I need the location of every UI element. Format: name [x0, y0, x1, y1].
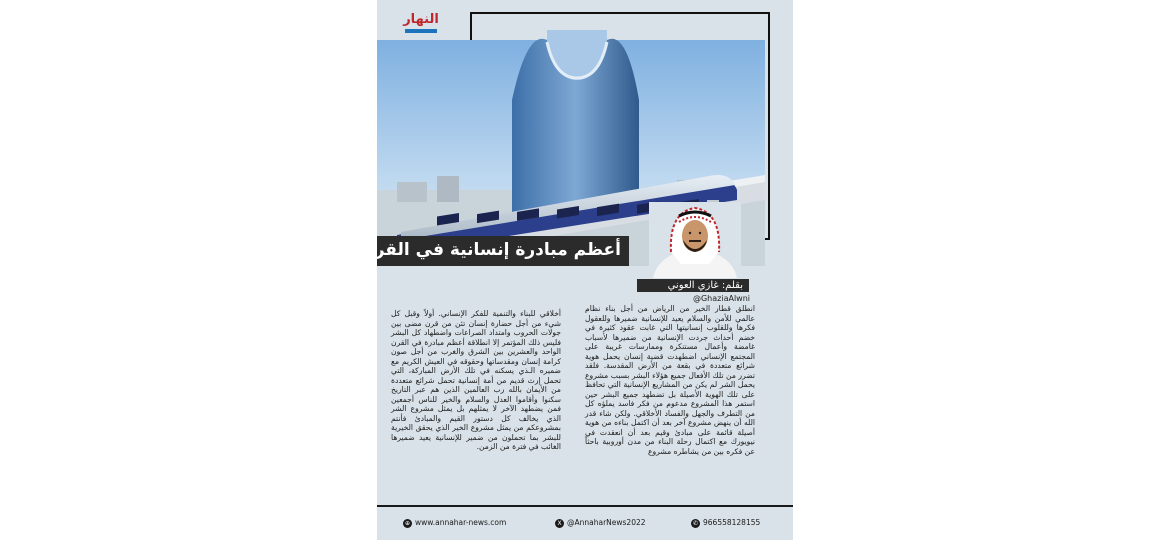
- whatsapp-icon: ✆: [692, 519, 699, 527]
- footer-website[interactable]: [403, 517, 506, 529]
- headline: أعظم مبادرة إنسانية في القرن 21: [330, 240, 621, 260]
- headline-box: [330, 236, 629, 266]
- author-handle: @GhaziaAlwni: [692, 294, 750, 303]
- byline-bar: [637, 279, 749, 292]
- byline: بقلم: غازي العوني: [667, 280, 743, 291]
- logo-underline: [405, 29, 437, 33]
- author-portrait: [649, 202, 741, 278]
- website-text: www.annahar-news.com: [415, 518, 507, 527]
- footer-twitter[interactable]: [555, 517, 646, 529]
- footer-divider: [377, 505, 793, 507]
- article-column-left: أخلاقي للبناء والتنمية للفكر الإنساني. أولاً وقبل كل شيء من أجل حضارة إنسان تئن من قرن مضى بين جولات الحروب وامتداد الصراعات واضطهاد كل البشر فليس ذلك المؤتمر إلا انطلاقة أعظم مبادرة في القرن الواحد والعشرين بين الشرق والغرب من أجل صون كرامة إنسان ومقدساتها وحقوقه في العيش الكريم مع ضميره الـذي يسكنه في تلك الأرض المباركة، التي تحمل إرث قديم من أمة إنسانية تحمل شرائع متعددة من الأيمان بالله رب العالمين الذين هم عبر التاريخ سكنوا وأقاموا العدل والسلام والخير للناس أجمعين فمن يضطهد الآخر لا يمثلهم بل يمثل مشروع الشر الذي يخالف كل دستور القيم والمبادئ فأنتم بمشروعكم من يمثل مشروع الخير الذي يحقق الخيرية للبشر بما تحملون من ضمير للإنسانية يعيد ضميرها الغائب في فترة من الزمن.: [391, 309, 561, 451]
- logo-text: النهار: [403, 12, 439, 27]
- newspaper-page: [330, 0, 793, 540]
- footer-whatsapp[interactable]: [691, 517, 760, 529]
- x-logo-icon: X: [555, 519, 564, 528]
- masthead-logo: [402, 12, 440, 36]
- globe-icon: ⊕: [404, 519, 411, 527]
- twitter-text: @AnnaharNews2022: [567, 518, 646, 527]
- article-column-right: انطلق قطار الخير من الرياض من أجل بناء نظام عالمي للأمن والسلام يعيد للإنسانية ضميرها وللعقول فكرها وللقلوب إنسانيتها التي غابت عقود كثيرة في خضم أحداث جردت الإنسانية من ضميرها لأسباب غامضة وأعمال مستنكرة وممارسات غريبة على المجتمع الإنساني اضطهدت قضية إنسان يحمل هوية شرائع متعددة في بقعة من الأرض المقدسة. فلقد تضرر من تلك الأفعال جميع هؤلاء البشر بسبب مشروع يحمل الشر لم يكن من المشاريع الإنسانية التي تحافظ على تلك الهوية الأصيلة بل تضطهد جميع البشر حين استمر هذا المشروع مدعوم من فكر فاسد يملؤه كل من التطرف والجهل والفساد الأخلاقي. ولكن شاء قدر الله أن ينهض مشروع آخر بعد أن اكتمل بناءه من هوية أصيلة قائمة على مبادئ وقيم بعد أن انعقدت في نيويورك مع اكتمال رحلة البناء من مدن أوروبية باحثاً عن فكره بين من يشاطره مشروع: [585, 304, 755, 456]
- whatsapp-text: 966558128155: [703, 518, 761, 527]
